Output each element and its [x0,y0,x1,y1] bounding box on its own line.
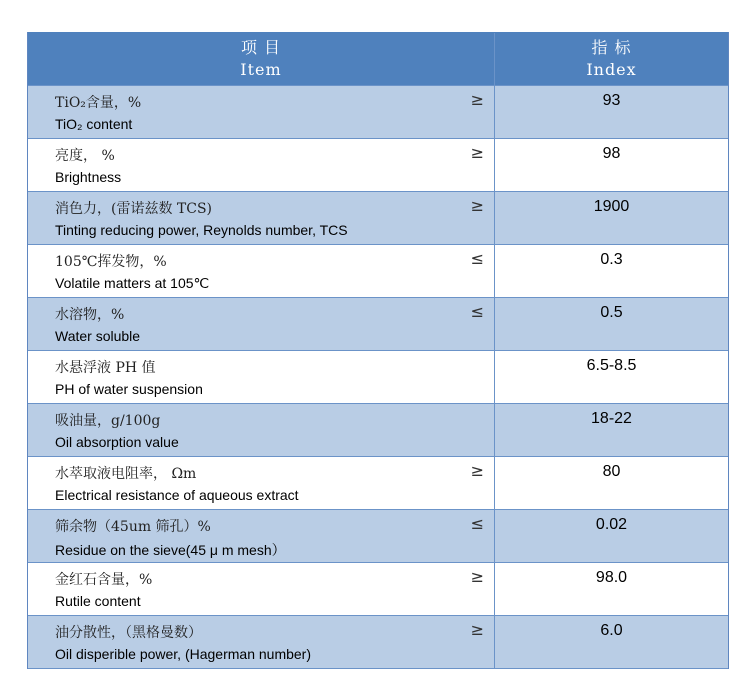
comparison-symbol: ≥ [470,196,484,215]
table-row [28,297,728,350]
item-name-zh: 筛余物（45um 筛孔）% [55,519,211,535]
item-name-en: Electrical resistance of aqueous extract [55,487,299,503]
header-item-zh: 项 目 [240,38,282,57]
item-cell [28,404,494,456]
item-name-en: Brightness [55,169,122,185]
index-value: 98.0 [494,563,728,615]
spec-table [27,32,729,669]
item-name-zh: 水溶物，% [55,307,125,323]
header-index-zh: 指 标 [591,38,632,57]
item-cell [28,245,494,297]
table-row [28,85,728,138]
item-cell [28,139,494,191]
comparison-symbol: ≤ [470,514,484,533]
item-cell [28,457,494,509]
comparison-symbol: ≥ [470,620,484,639]
item-name-en: PH of water suspension [55,381,203,397]
item-cell [28,563,494,615]
item-name-zh: 水悬浮液 PH 值 [55,360,156,376]
index-value: 6.5-8.5 [494,351,728,403]
comparison-symbol: ≤ [470,302,484,321]
item-name-zh: 吸油量，g/100g [55,413,161,429]
item-name-zh: 亮度， % [55,148,115,164]
table-row [28,456,728,509]
index-value: 1900 [494,192,728,244]
item-name-en: Residue on the sieve(45 μ m mesh） [55,542,286,558]
header-index-cell [494,33,728,85]
comparison-symbol: ≥ [470,567,484,586]
table-row [28,403,728,456]
header-item-cell [28,33,494,85]
index-value: 0.5 [494,298,728,350]
index-value: 93 [494,86,728,138]
table-row [28,509,728,562]
table-header [28,32,728,85]
item-name-zh: 105℃挥发物，% [55,254,167,270]
header-item-en: Item [240,60,282,79]
item-cell [28,351,494,403]
table-row [28,244,728,297]
comparison-symbol: ≥ [470,143,484,162]
item-name-en: TiO₂ content [55,116,133,132]
item-name-en: Rutile content [55,593,141,609]
item-name-zh: 金红石含量，% [55,572,153,588]
table-row [28,615,728,669]
item-name-zh: 水萃取液电阻率， Ωm [55,466,197,482]
item-cell [28,616,494,668]
index-value: 0.02 [494,510,728,562]
item-name-en: Volatile matters at 105℃ [55,275,210,291]
index-value: 0.3 [494,245,728,297]
item-name-zh: 油分散性，（黑格曼数） [55,625,202,641]
table-row [28,562,728,615]
item-name-en: Tinting reducing power, Reynolds number, TCS [55,222,348,238]
index-value: 98 [494,139,728,191]
comparison-symbol: ≥ [470,461,484,480]
item-cell [28,510,494,562]
item-name-en: Oil disperible power, (Hagerman number) [55,646,311,662]
index-value: 18-22 [494,404,728,456]
item-cell [28,86,494,138]
header-index-en: Index [586,60,637,79]
item-name-zh: 消色力，(雷诺兹数 TCS) [55,201,213,217]
item-cell [28,192,494,244]
comparison-symbol: ≤ [470,249,484,268]
table-row [28,350,728,403]
item-name-zh: TiO₂含量，% [55,95,142,111]
item-name-en: Water soluble [55,328,141,344]
table-row [28,138,728,191]
comparison-symbol: ≥ [470,90,484,109]
table-row [28,191,728,244]
item-name-en: Oil absorption value [55,434,179,450]
index-value: 6.0 [494,616,728,668]
index-value: 80 [494,457,728,509]
item-cell [28,298,494,350]
